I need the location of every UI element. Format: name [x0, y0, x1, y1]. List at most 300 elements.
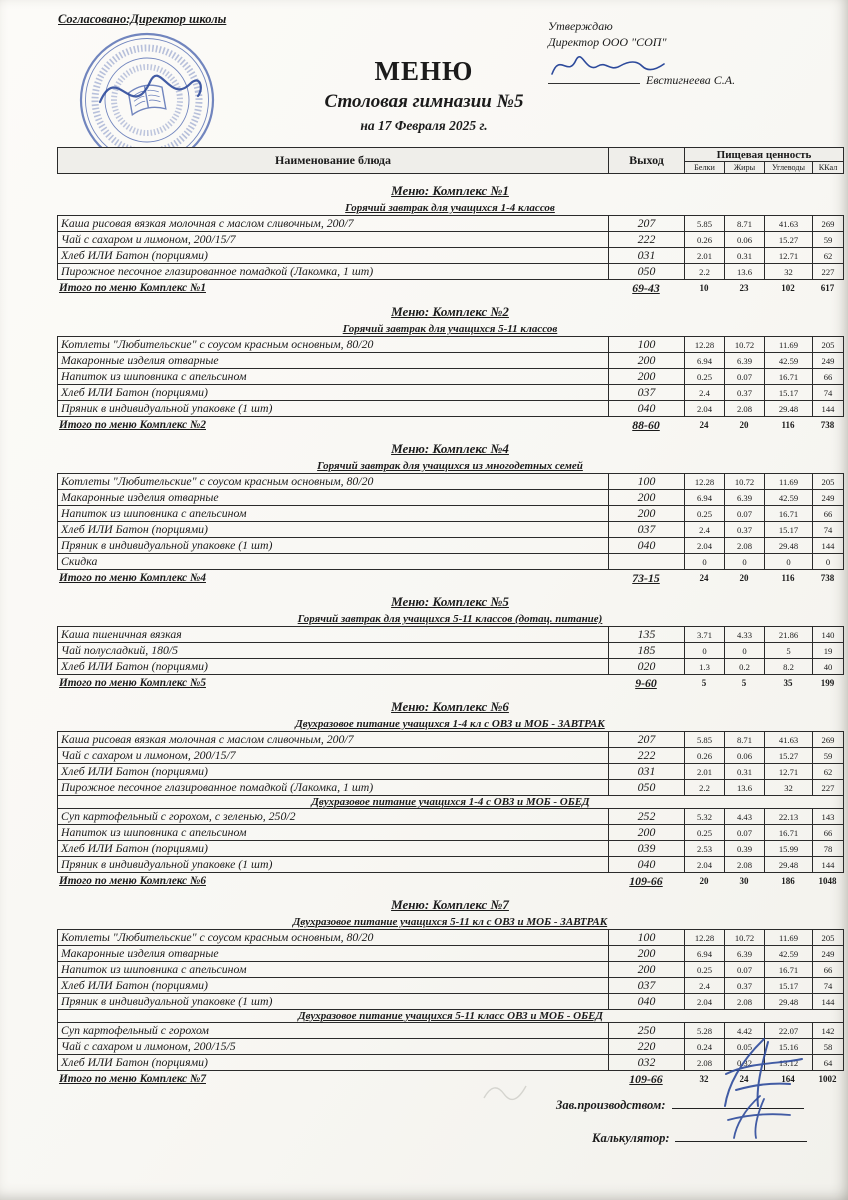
dish-output: 020: [609, 659, 685, 675]
menu-table: [57, 336, 844, 417]
dish-name: Котлеты "Любительские" с соусом красным основным, 80/20: [58, 930, 609, 946]
dish-fat: 6.39: [725, 946, 765, 962]
dish-output: 037: [609, 522, 685, 538]
menu-row: [58, 264, 844, 280]
dish-kcal: 205: [813, 474, 844, 490]
menu-section: [57, 304, 843, 432]
dish-output: 050: [609, 780, 685, 796]
col-kcal-header: ККал: [813, 162, 844, 174]
menu-row: [58, 353, 844, 369]
section-total: [57, 874, 843, 888]
dish-carbs: 42.59: [765, 946, 813, 962]
dish-fat: 0: [725, 643, 765, 659]
col-fat-header: Жиры: [725, 162, 765, 174]
dish-kcal: 62: [813, 248, 844, 264]
menu-row: [58, 748, 844, 764]
dish-carbs: 11.69: [765, 337, 813, 353]
total-label: Итого по меню Комплекс №4: [59, 572, 206, 584]
total-protein: 5: [701, 678, 707, 688]
total-fat: 20: [739, 573, 749, 583]
dish-kcal: 66: [813, 825, 844, 841]
dish-output: 040: [609, 401, 685, 417]
dish-name: Напиток из шиповника с апельсином: [58, 962, 609, 978]
dish-protein: 0.25: [685, 369, 725, 385]
dish-protein: 12.28: [685, 337, 725, 353]
table-header: [57, 147, 844, 174]
manager-label: Зав.производством:: [556, 1098, 666, 1112]
menu-row: [58, 522, 844, 538]
dish-name: Хлеб ИЛИ Батон (порциями): [58, 659, 609, 675]
dish-name: Пряник в индивидуальной упаковке (1 шт): [58, 538, 609, 554]
dish-name: Напиток из шиповника с апельсином: [58, 369, 609, 385]
group-subtitle: Двухразовое питание учащихся 1-4 с ОВЗ и МОБ - ОБЕД: [58, 796, 844, 809]
dish-fat: 0.07: [725, 506, 765, 522]
total-carbs: 116: [781, 573, 795, 583]
dish-fat: 10.72: [725, 337, 765, 353]
dish-protein: 2.04: [685, 994, 725, 1010]
total-kcal: 199: [820, 678, 835, 688]
agreed-line: Согласовано:Директор школы: [58, 12, 227, 26]
page-date: на 17 Февраля 2025 г.: [360, 118, 488, 133]
dish-kcal: 74: [813, 385, 844, 401]
dish-name: Хлеб ИЛИ Батон (порциями): [58, 1055, 609, 1071]
dish-protein: 5.85: [685, 732, 725, 748]
section-title: Меню: Комплекс №5: [391, 594, 509, 609]
menu-row: [58, 857, 844, 873]
menu-row: [58, 780, 844, 796]
total-label: Итого по меню Комплекс №1: [59, 282, 206, 294]
dish-name: Каша пшеничная вязкая: [58, 627, 609, 643]
dish-carbs: 11.69: [765, 930, 813, 946]
dish-protein: 12.28: [685, 930, 725, 946]
dish-name: Макаронные изделия отварные: [58, 946, 609, 962]
menu-row: [58, 962, 844, 978]
dish-kcal: 64: [813, 1055, 844, 1071]
dish-fat: 8.71: [725, 732, 765, 748]
total-fat: 30: [739, 876, 749, 886]
menu-row: [58, 248, 844, 264]
dish-carbs: 41.63: [765, 732, 813, 748]
menu-row: [58, 506, 844, 522]
dish-output: 222: [609, 748, 685, 764]
dish-output: 200: [609, 369, 685, 385]
dish-name: Чай полусладкий, 180/5: [58, 643, 609, 659]
dish-name: Макаронные изделия отварные: [58, 353, 609, 369]
dish-carbs: 21.86: [765, 627, 813, 643]
dish-output: 250: [609, 1023, 685, 1039]
dish-protein: 2.53: [685, 841, 725, 857]
menu-table: [57, 215, 844, 280]
dish-protein: 2.01: [685, 764, 725, 780]
dish-kcal: 269: [813, 732, 844, 748]
page-title: МЕНЮ: [374, 56, 474, 86]
dish-carbs: 8.2: [765, 659, 813, 675]
dish-fat: 0.39: [725, 841, 765, 857]
dish-fat: 2.08: [725, 538, 765, 554]
dish-carbs: 42.59: [765, 353, 813, 369]
dish-output: 100: [609, 474, 685, 490]
menu-row: [58, 216, 844, 232]
total-output: 88-60: [632, 417, 660, 432]
dish-output: 031: [609, 248, 685, 264]
section-total: [57, 676, 843, 690]
dish-fat: 0.06: [725, 232, 765, 248]
total-kcal: 738: [820, 420, 835, 430]
dish-carbs: 11.69: [765, 474, 813, 490]
dish-carbs: 15.17: [765, 522, 813, 538]
dish-protein: 5.32: [685, 809, 725, 825]
section-title: Меню: Комплекс №1: [391, 183, 509, 198]
dish-fat: 2.08: [725, 994, 765, 1010]
dish-fat: 0.32: [725, 1055, 765, 1071]
dish-protein: 2.04: [685, 401, 725, 417]
menu-row: [58, 554, 844, 570]
dish-name: Хлеб ИЛИ Батон (порциями): [58, 385, 609, 401]
dish-name: Хлеб ИЛИ Батон (порциями): [58, 841, 609, 857]
dish-name: Каша рисовая вязкая молочная с маслом сливочным, 200/7: [58, 732, 609, 748]
total-protein: 32: [699, 1074, 709, 1084]
dish-kcal: 144: [813, 538, 844, 554]
dish-name: Напиток из шиповника с апельсином: [58, 825, 609, 841]
calculator-signature-icon: [688, 1092, 808, 1140]
dish-fat: 0.31: [725, 764, 765, 780]
menu-row: [58, 643, 844, 659]
total-label: Итого по меню Комплекс №2: [59, 419, 206, 431]
dish-protein: 5.85: [685, 216, 725, 232]
total-kcal: 1048: [818, 876, 837, 886]
dish-carbs: 5: [765, 643, 813, 659]
dish-carbs: 15.17: [765, 385, 813, 401]
dish-name: Пирожное песочное глазированное помадкой (Лакомка, 1 шт): [58, 264, 609, 280]
dish-output: 037: [609, 385, 685, 401]
dish-kcal: 205: [813, 930, 844, 946]
dish-output: 200: [609, 962, 685, 978]
dish-name: Суп картофельный с горохом: [58, 1023, 609, 1039]
approver-name: Евстигнеева С.А.: [646, 73, 736, 88]
dish-carbs: 16.71: [765, 506, 813, 522]
section-title: Меню: Комплекс №4: [391, 441, 509, 456]
section-total: [57, 571, 843, 585]
dish-kcal: 144: [813, 857, 844, 873]
dish-carbs: 15.27: [765, 748, 813, 764]
dish-protein: 2.2: [685, 264, 725, 280]
dish-carbs: 15.16: [765, 1039, 813, 1055]
dish-fat: 6.39: [725, 353, 765, 369]
dish-kcal: 144: [813, 401, 844, 417]
section-title: Меню: Комплекс №6: [391, 699, 509, 714]
dish-output: 050: [609, 264, 685, 280]
group-subtitle: Горячий завтрак для учащихся из многодетных семей: [317, 460, 583, 472]
dish-output: 200: [609, 353, 685, 369]
dish-name: Хлеб ИЛИ Батон (порциями): [58, 522, 609, 538]
dish-protein: 0: [685, 554, 725, 570]
calculator-signature-area: [688, 1092, 808, 1145]
dish-carbs: 22.13: [765, 809, 813, 825]
dish-kcal: 59: [813, 748, 844, 764]
dish-carbs: 29.48: [765, 994, 813, 1010]
dish-fat: 10.72: [725, 930, 765, 946]
dish-carbs: 41.63: [765, 216, 813, 232]
dish-carbs: 16.71: [765, 369, 813, 385]
group-subtitle: Двухразовое питание учащихся 1-4 кл с ОВЗ и МОБ - ЗАВТРАК: [295, 718, 605, 730]
dish-kcal: 227: [813, 264, 844, 280]
section-total: [57, 418, 843, 432]
col-protein-header: Белки: [685, 162, 725, 174]
dish-name: Скидка: [58, 554, 609, 570]
total-carbs: 102: [781, 283, 795, 293]
dish-output: 032: [609, 1055, 685, 1071]
dish-output: [609, 554, 685, 570]
dish-carbs: 16.71: [765, 825, 813, 841]
dish-protein: 1.3: [685, 659, 725, 675]
col-dish-header: Наименование блюда: [58, 148, 609, 174]
dish-carbs: 12.71: [765, 248, 813, 264]
group-subtitle-row: [58, 1010, 844, 1023]
dish-carbs: 15.27: [765, 232, 813, 248]
dish-protein: 6.94: [685, 946, 725, 962]
total-protein: 24: [699, 573, 709, 583]
dish-kcal: 143: [813, 809, 844, 825]
dish-name: Пряник в индивидуальной упаковке (1 шт): [58, 994, 609, 1010]
total-output: 109-66: [629, 1071, 663, 1086]
total-label: Итого по меню Комплекс №5: [59, 677, 206, 689]
dish-kcal: 58: [813, 1039, 844, 1055]
menu-row: [58, 232, 844, 248]
dish-fat: 0.2: [725, 659, 765, 675]
dish-carbs: 32: [765, 264, 813, 280]
dish-protein: 0.25: [685, 962, 725, 978]
dish-protein: 6.94: [685, 353, 725, 369]
dish-name: Чай с сахаром и лимоном, 200/15/5: [58, 1039, 609, 1055]
menu-row: [58, 946, 844, 962]
dish-protein: 0.25: [685, 506, 725, 522]
dish-carbs: 22.07: [765, 1023, 813, 1039]
dish-fat: 0.06: [725, 748, 765, 764]
menu-table: [57, 473, 844, 570]
menu-row: [58, 337, 844, 353]
total-kcal: 738: [820, 573, 835, 583]
dish-carbs: 29.48: [765, 401, 813, 417]
menu-row: [58, 401, 844, 417]
menu-section: [57, 594, 843, 690]
dish-carbs: 15.17: [765, 978, 813, 994]
dish-output: 200: [609, 490, 685, 506]
dish-protein: 2.01: [685, 248, 725, 264]
total-carbs: 116: [781, 420, 795, 430]
total-protein: 10: [699, 283, 709, 293]
calculator-label: Калькулятор:: [592, 1131, 670, 1145]
dish-protein: 0.24: [685, 1039, 725, 1055]
dish-output: 220: [609, 1039, 685, 1055]
menu-row: [58, 659, 844, 675]
dish-protein: 0.26: [685, 748, 725, 764]
group-subtitle: Горячий завтрак для учащихся 1-4 классов: [345, 202, 555, 214]
dish-fat: 0.07: [725, 825, 765, 841]
dish-fat: 2.08: [725, 857, 765, 873]
total-carbs: 35: [783, 678, 793, 688]
dish-output: 200: [609, 946, 685, 962]
dish-fat: 10.72: [725, 474, 765, 490]
dish-protein: 2.04: [685, 538, 725, 554]
dish-kcal: 78: [813, 841, 844, 857]
dish-name: Хлеб ИЛИ Батон (порциями): [58, 978, 609, 994]
dish-output: 200: [609, 506, 685, 522]
dish-protein: 0.26: [685, 232, 725, 248]
dish-kcal: 62: [813, 764, 844, 780]
dish-output: 207: [609, 732, 685, 748]
dish-carbs: 13.12: [765, 1055, 813, 1071]
dish-carbs: 0: [765, 554, 813, 570]
dish-name: Суп картофельный с горохом, с зеленью, 250/2: [58, 809, 609, 825]
total-output: 69-43: [632, 280, 660, 295]
dish-fat: 4.43: [725, 809, 765, 825]
menu-table: [57, 626, 844, 675]
dish-kcal: 249: [813, 490, 844, 506]
dish-carbs: 32: [765, 780, 813, 796]
dish-kcal: 249: [813, 946, 844, 962]
dish-name: Пряник в индивидуальной упаковке (1 шт): [58, 857, 609, 873]
dish-kcal: 59: [813, 232, 844, 248]
dish-fat: 0.05: [725, 1039, 765, 1055]
dish-name: Макаронные изделия отварные: [58, 490, 609, 506]
total-label: Итого по меню Комплекс №7: [59, 1073, 206, 1085]
dish-output: 040: [609, 994, 685, 1010]
dish-fat: 2.08: [725, 401, 765, 417]
total-fat: 5: [741, 678, 747, 688]
dish-name: Пряник в индивидуальной упаковке (1 шт): [58, 401, 609, 417]
menu-row: [58, 825, 844, 841]
total-label: Итого по меню Комплекс №6: [59, 875, 206, 887]
dish-kcal: 249: [813, 353, 844, 369]
total-carbs: 186: [781, 876, 795, 886]
dish-protein: 0.25: [685, 825, 725, 841]
menu-row: [58, 385, 844, 401]
approve-org: Директор ООО "СОП": [548, 35, 667, 50]
dish-kcal: 40: [813, 659, 844, 675]
dish-output: 135: [609, 627, 685, 643]
group-subtitle: Горячий завтрак для учащихся 5-11 классов (дотац. питание): [297, 613, 603, 625]
dish-output: 207: [609, 216, 685, 232]
dish-fat: 13.6: [725, 780, 765, 796]
dish-name: Чай с сахаром и лимоном, 200/15/7: [58, 748, 609, 764]
menu-row: [58, 490, 844, 506]
dish-output: 040: [609, 538, 685, 554]
dish-kcal: 74: [813, 978, 844, 994]
dish-fat: 0.07: [725, 962, 765, 978]
dish-fat: 0.37: [725, 385, 765, 401]
dish-protein: 2.4: [685, 522, 725, 538]
approve-word: Утверждаю: [548, 19, 613, 33]
total-kcal: 617: [820, 283, 835, 293]
section-total: [57, 281, 843, 295]
dish-protein: 2.2: [685, 780, 725, 796]
dish-output: 200: [609, 825, 685, 841]
dish-protein: 5.28: [685, 1023, 725, 1039]
menu-row: [58, 474, 844, 490]
total-fat: 24: [739, 1074, 749, 1084]
total-output: 9-60: [635, 675, 657, 690]
dish-carbs: 42.59: [765, 490, 813, 506]
menu-row: [58, 994, 844, 1010]
dish-kcal: 74: [813, 522, 844, 538]
dish-fat: 8.71: [725, 216, 765, 232]
dish-kcal: 66: [813, 962, 844, 978]
dish-carbs: 29.48: [765, 857, 813, 873]
dish-fat: 0.31: [725, 248, 765, 264]
dish-name: Котлеты "Любительские" с соусом красным основным, 80/20: [58, 337, 609, 353]
dish-output: 031: [609, 764, 685, 780]
total-fat: 20: [739, 420, 749, 430]
dish-kcal: 66: [813, 369, 844, 385]
dish-protein: 2.4: [685, 385, 725, 401]
dish-carbs: 29.48: [765, 538, 813, 554]
dish-protein: 2.04: [685, 857, 725, 873]
menu-row: [58, 732, 844, 748]
dish-fat: 0.37: [725, 522, 765, 538]
menu-row: [58, 930, 844, 946]
group-subtitle: Горячий завтрак для учащихся 5-11 классов: [342, 323, 558, 335]
dish-output: 040: [609, 857, 685, 873]
dish-carbs: 16.71: [765, 962, 813, 978]
dish-fat: 4.42: [725, 1023, 765, 1039]
dish-protein: 0: [685, 643, 725, 659]
dish-fat: 13.6: [725, 264, 765, 280]
menu-content: [57, 147, 843, 1086]
menu-table: [57, 731, 844, 873]
col-output-header: Выход: [609, 148, 685, 174]
dish-fat: 0.07: [725, 369, 765, 385]
sections-host: [57, 183, 843, 1086]
dish-name: Хлеб ИЛИ Батон (порциями): [58, 248, 609, 264]
dish-output: 185: [609, 643, 685, 659]
dish-fat: 0: [725, 554, 765, 570]
menu-row: [58, 538, 844, 554]
dish-protein: 2.4: [685, 978, 725, 994]
dish-protein: 12.28: [685, 474, 725, 490]
total-carbs: 164: [781, 1074, 795, 1084]
menu-section: [57, 183, 843, 295]
section-title: Меню: Комплекс №7: [391, 897, 509, 912]
menu-row: [58, 978, 844, 994]
dish-kcal: 269: [813, 216, 844, 232]
total-kcal: 1002: [818, 1074, 837, 1084]
dish-name: Хлеб ИЛИ Батон (порциями): [58, 764, 609, 780]
dish-kcal: 66: [813, 506, 844, 522]
group-subtitle: Двухразовое питание учащихся 5-11 кл с ОВЗ и МОБ - ЗАВТРАК: [292, 916, 608, 928]
dish-protein: 2.08: [685, 1055, 725, 1071]
dish-output: 222: [609, 232, 685, 248]
col-carbs-header: Углеводы: [765, 162, 813, 174]
menu-row: [58, 764, 844, 780]
menu-row: [58, 627, 844, 643]
total-output: 73-15: [632, 570, 660, 585]
menu-row: [58, 841, 844, 857]
dish-output: 037: [609, 978, 685, 994]
dish-name: Чай с сахаром и лимоном, 200/15/7: [58, 232, 609, 248]
section-title: Меню: Комплекс №2: [391, 304, 509, 319]
dish-fat: 0.37: [725, 978, 765, 994]
total-fat: 23: [739, 283, 749, 293]
dish-kcal: 142: [813, 1023, 844, 1039]
dish-kcal: 19: [813, 643, 844, 659]
dish-fat: 6.39: [725, 490, 765, 506]
group-subtitle-row: [58, 796, 844, 809]
dish-kcal: 144: [813, 994, 844, 1010]
dish-output: 100: [609, 337, 685, 353]
menu-section: [57, 441, 843, 585]
total-output: 109-66: [629, 873, 663, 888]
col-nutrition-header: Пищевая ценность: [685, 148, 844, 162]
